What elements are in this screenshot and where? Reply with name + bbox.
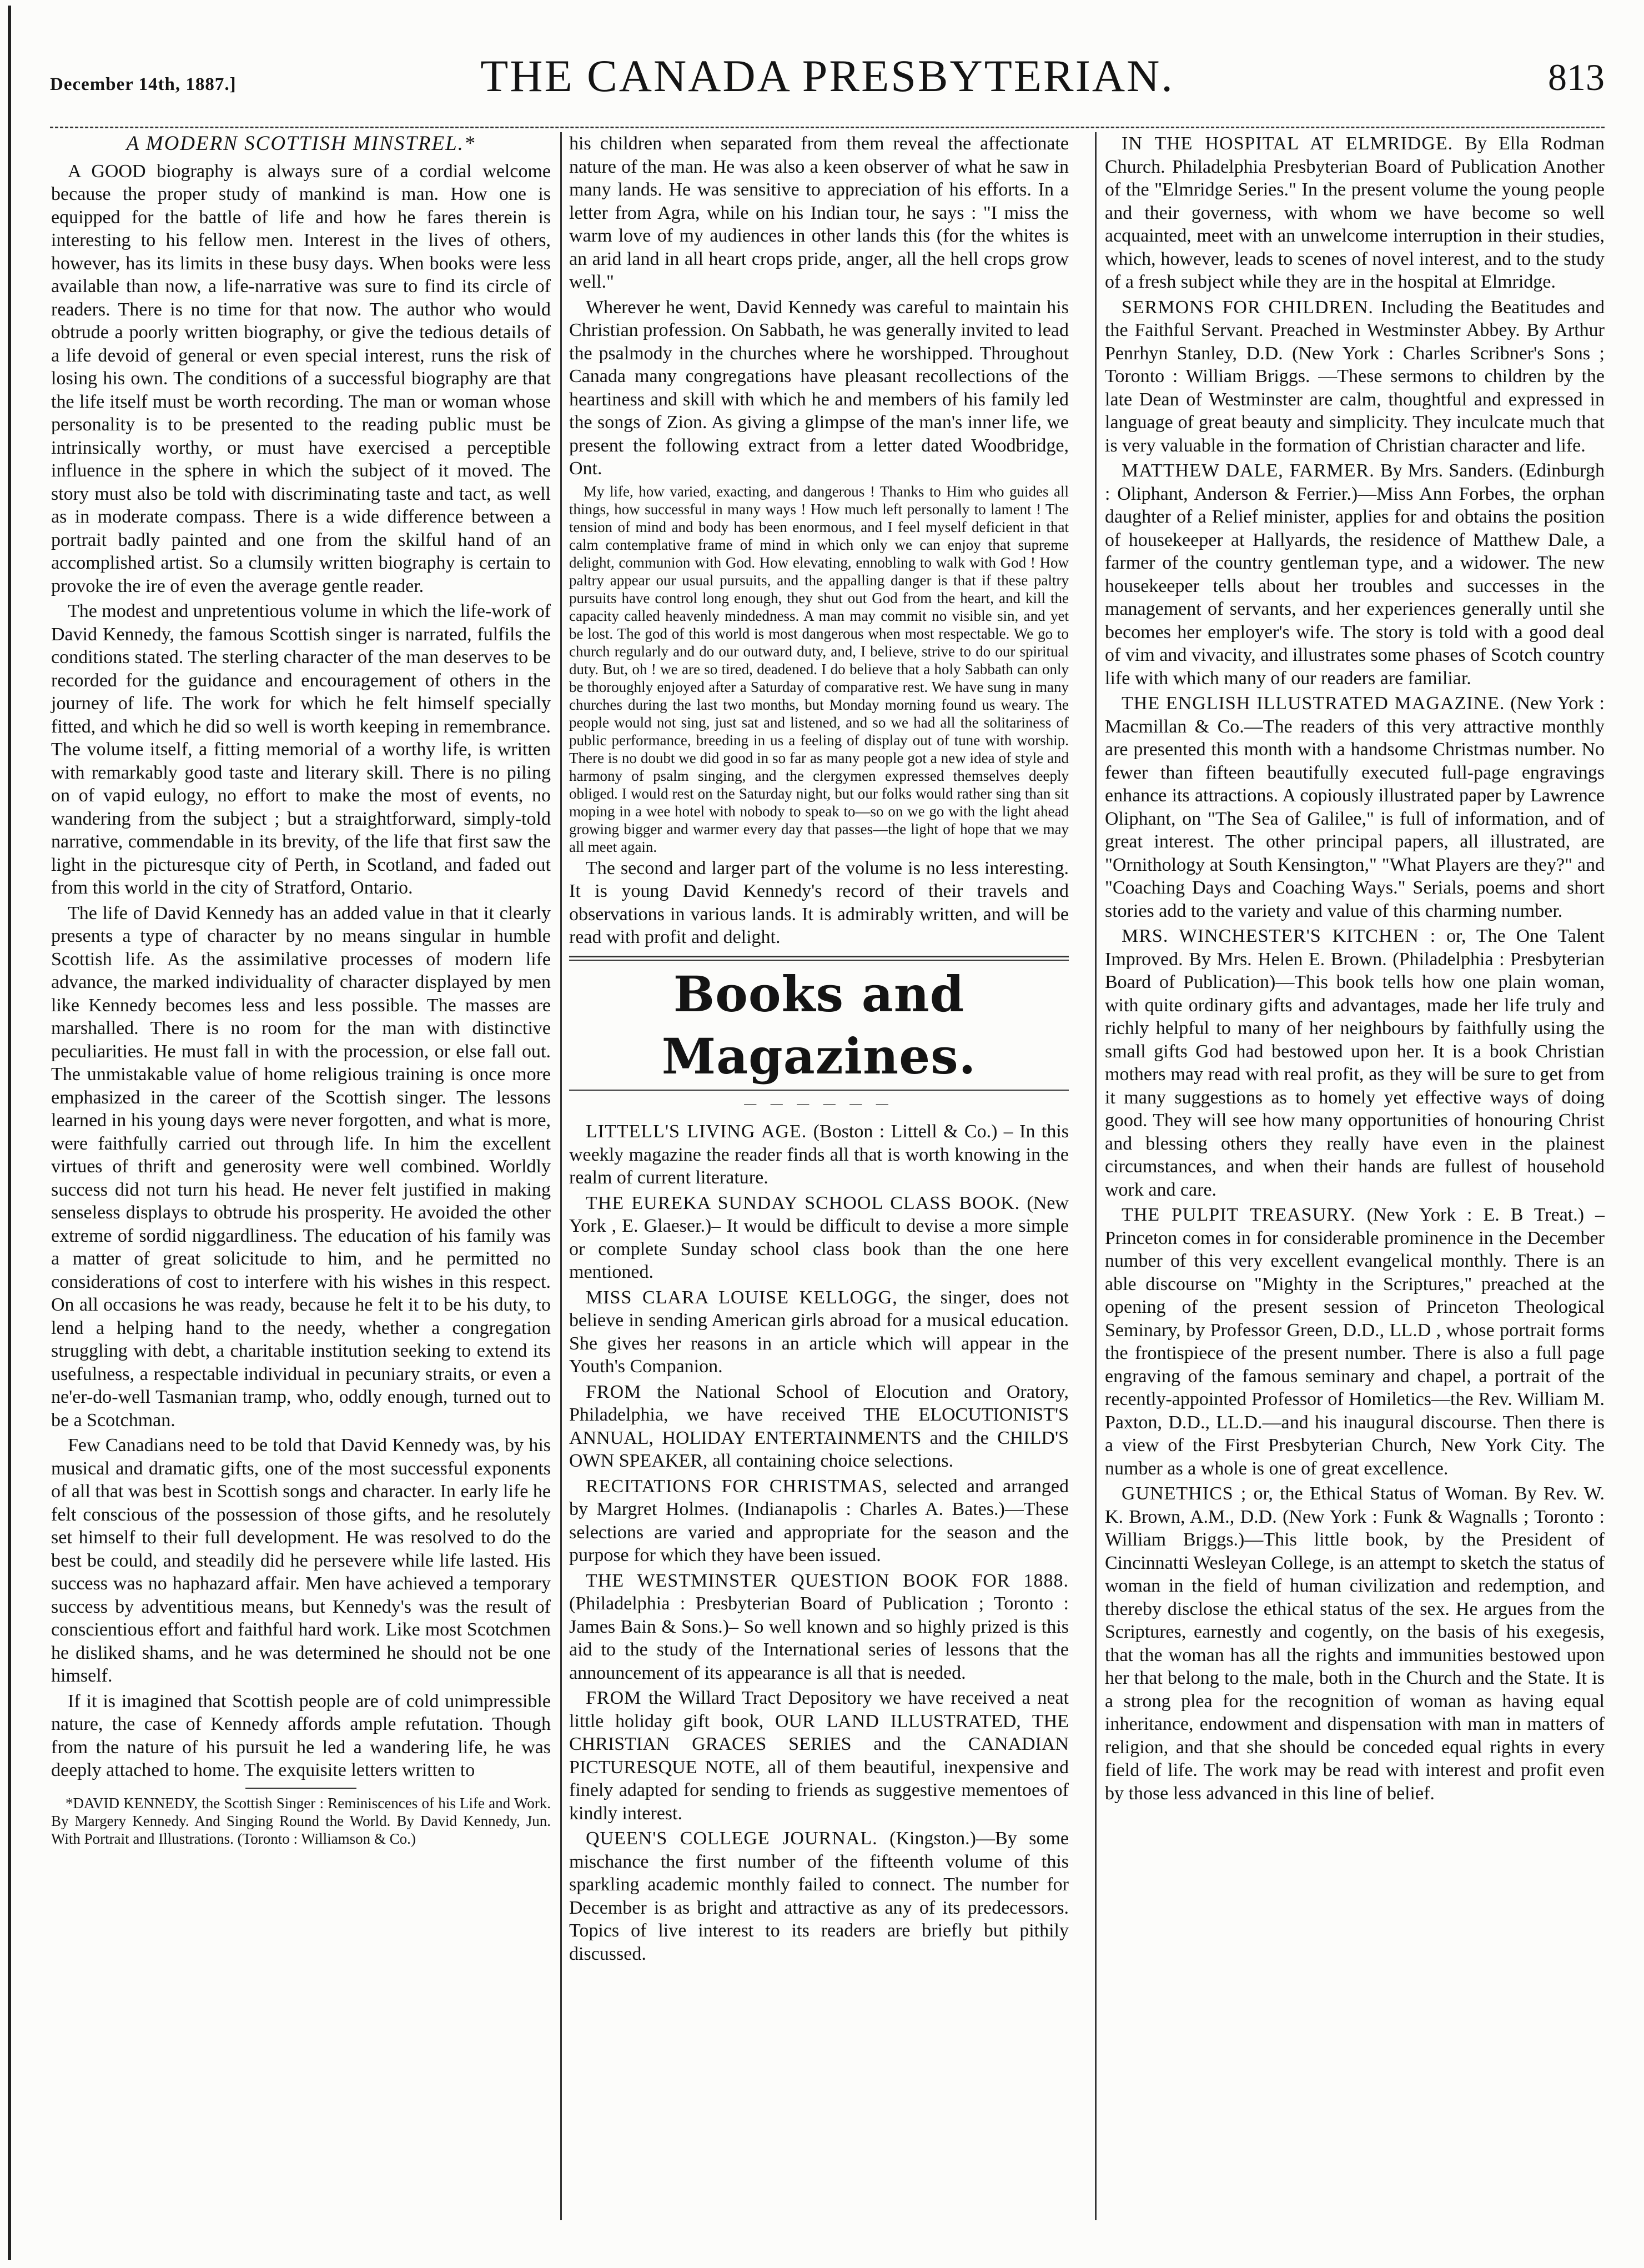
newspaper-title: THE CANADA PRESBYTERIAN.: [480, 51, 1174, 101]
column-2: [569, 132, 1069, 1968]
review-lead: GUNETHICS ;: [1122, 1483, 1247, 1504]
review-entry: [569, 1381, 1069, 1473]
review-entry: [1105, 296, 1605, 458]
article-title: A MODERN SCOTTISH MINSTREL.*: [126, 132, 476, 155]
review-text: (Philadelphia : Presbyterian Board of Publication ; Toronto : James Bain & Sons.)– So well known and so highly prized is this aid to the study of the International series of lessons that the announcement of its appearance is all that is needed.: [569, 1593, 1069, 1683]
page-header: [50, 39, 1605, 122]
review-entry: [569, 1120, 1069, 1190]
review-entry: [1105, 459, 1605, 690]
article-paragraph: Wherever he went, David Kennedy was careful to maintain his Christian profession. On Sabbath, he was generally invited to lead the psalmody in the churches where he worshipped. Throughout Canada many congregations have pleasant recollections of the heartiness and skill with which he and members of his family led the songs of Zion. As giving a glimpse of the man's inner life, we present the following extract from a letter dated Woodbridge, Ont.: [569, 297, 1069, 479]
column-1: [51, 132, 551, 1849]
review-lead: RECITATIONS FOR CHRISTMAS,: [586, 1476, 888, 1497]
heading-ornament: — — — — — —: [744, 1096, 894, 1110]
review-text: Including the Beatitudes and the Faithful Servant. Preached in Westminster Abbey. By Arthur Penrhyn Stanley, D.D. (New York : Charles Scribner's Sons ; Toronto : William Briggs. —These sermons to children by the late Dean of Westminster are calm, thoughtful and expressed in language of great beauty and simplicity. They inculcate much that is very valuable in the formation of Christian character and life.: [1105, 297, 1605, 456]
review-lead: MRS. WINCHESTER'S KITCHEN :: [1122, 926, 1436, 946]
letter-quote: [569, 483, 1069, 856]
review-entry: [1105, 132, 1605, 294]
review-lead: THE EUREKA SUNDAY SCHOOL CLASS BOOK.: [586, 1192, 1020, 1213]
review-lead: THE PULPIT TREASURY.: [1122, 1205, 1356, 1225]
header-rule: [50, 127, 1605, 128]
review-text: or, the Ethical Status of Woman. By Rev. W. K. Brown, A.M., D.D. (New York : Funk & Wagnalls ; Toronto : William Briggs.)—This little book, by the President of Cincinnatti Wesleyan College, is an attempt to sketch the status of woman in the field of human civilization and redemption, and thereby disclose the ethical status of the sex. He argues from the Scriptures, earnestly and cogently, on the basis of his exegesis, that the woman has all the rights and immunities bestowed upon her that belong to the male, both in the Church and the State. It is a strong plea for the recognition of woman as having equal inheritance, endowment and dispensation with man in matters of religion, and that she should be conceded equal rights in every field of life. The work may be read with interest and profit even by those less advanced in this line of belief.: [1105, 1483, 1605, 1804]
section-rule: [569, 956, 1069, 957]
review-entry: [569, 1192, 1069, 1284]
review-lead: SERMONS FOR CHILDREN.: [1122, 297, 1374, 318]
footnote: [51, 1794, 551, 1848]
review-entry: [569, 1286, 1069, 1378]
review-lead: FROM: [586, 1688, 642, 1708]
review-entry: [569, 1687, 1069, 1825]
review-lead: IN THE HOSPITAL AT ELMRIDGE.: [1122, 133, 1454, 154]
review-lead: MATTHEW DALE, FARMER.: [1122, 460, 1375, 481]
review-lead: THE WESTMINSTER QUESTION BOOK FOR 1888.: [586, 1570, 1069, 1591]
review-text: (New York : E. B Treat.) – Princeton comes in for considerable prominence in the December number of this very excellent evangelical monthly. There is an able discourse on "Mighty in the Scriptures," preached at the opening of the present session of Princeton Theological Seminary, by Professor Green, D.D., LL.D , whose portrait forms the frontispiece of the present number. There is also a full page engraving of the famous seminary and chapel, a portrait of the recently-appointed Professor of Homiletics—the Rev. William M. Paxton, D.D., LL.D.—and his inaugural discourse. Then there is a view of the First Presbyterian Church, New York City. The number as a whole is one of great excellence.: [1105, 1205, 1605, 1479]
review-lead: FROM: [586, 1381, 642, 1402]
review-lead: THE ENGLISH ILLUSTRATED MAGAZINE.: [1122, 693, 1505, 714]
issue-date: December 14th, 1887.]: [50, 74, 237, 94]
article-paragraph: The modest and unpretentious volume in which the life-work of David Kennedy, the famous Scottish singer is narrated, fulfils the conditions stated. The sterling character of the man deserves to be recorded for the guidance and encouragement of others in the journey of life. The work for which he felt himself specially fitted, and which he did so well is worth keeping in remembrance. The volume itself, a fitting memorial of a worthy life, is written with remarkably good taste and literary skill. There is no piling on of vapid eulogy, no effort to make the most of events, no wandering from the subject ; but a straightforward, simply-told narrative, commendable in its brevity, of the life that first saw the light in the picturesque city of Perth, in Scotland, and faded out from this world in the city of Stratford, Ontario.: [51, 601, 551, 898]
review-entry: [1105, 1203, 1605, 1480]
review-text: the National School of Elocution and Oratory, Philadelphia, we have received THE ELOCUTIONIST'S ANNUAL, HOLIDAY ENTERTAINMENTS and the CHILD'S OWN SPEAKER, all containing choice selections.: [569, 1381, 1069, 1471]
article-paragraph: If it is imagined that Scottish people are of cold unimpressible nature, the case of Kennedy affords ample refutation. Though from the nature of his pursuit he led a wandering life, he was deeply attached to home. The exquisite letters written to: [51, 1690, 551, 1780]
review-text: By Ella Rodman Church. Philadelphia Presbyterian Board of Publication Another of the "Elmridge Series." In the present volume the young people and their governess, with whom we have become so well acquainted, meet with an unwelcome interruption in their studies, which, however, leads to scenes of novel interest, and to the study of a fresh subject while they are in the hospital at Elmridge.: [1105, 133, 1605, 292]
article-paragraph: The life of David Kennedy has an added value in that it clearly presents a type of character by no means singular in humble Scottish life. As the assimilative processes of modern life advance, the marked individuality of character displayed by men like Kennedy becomes less and less possible. The masses are marshalled. There is no room for the man with distinctive peculiarities. He must fall in with the procession, or else fall out. The unmistakable value of home religious training is once more emphasized in the career of the Scottish singer. The lessons learned in his young days were never forgotten, and what is more, were faithfully carried out through life. In him the excellent virtues of thrift and generosity were well combined. Worldly success did not turn his head. He never felt justified in making senseless displays to obtrude his prosperity. He avoided the other extreme of sordid niggardliness. The education of his family was a matter of great solicitude to him, and he permitted no considerations of cost to interfere with his wishes in this respect. On all occasions he was ready, because he felt it to be his duty, to lend a helping hand to the needy, whether a congregation struggling with debt, a charitable institution seeking to extend its usefulness, a respectable individual in pecuniary straits, or even a ne'er-do-well Tasmanian tramp, who, oddly enough, turned out to be a Scotchman.: [51, 902, 551, 1431]
review-text: or, The One Talent Improved. By Mrs. Helen E. Brown. (Philadelphia : Presbyterian Board of Publication)—This book tells how one plain woman, with quite ordinary gifts and advantages, made her life truly and richly helpful to many of her neighbours by faithfully using the small gifts God had bestowed upon her. It is a book Christian mothers may read with real profit, as they will be sure to get from it many suggestions as to homely yet effective ways of doing good. They will see how many opportunities of honouring Christ and blessing others they really have even in the plainest circumstances, and when their hands are fullest of household work and care.: [1105, 926, 1605, 1200]
footnote-rule: [245, 1788, 356, 1789]
review-text: the singer, does not believe in sending American girls abroad for a musical education. She gives her reasons in an article which will appear in the Youth's Companion.: [569, 1287, 1069, 1377]
review-entry: [1105, 1482, 1605, 1805]
review-entry: [569, 1569, 1069, 1685]
quote-text: My life, how varied, exacting, and dangerous ! Thanks to Him who guides all things, how successful in many ways ! How much left personally to lament ! The tension of mind and body has been enormous, and I feel myself deficient in that calm contemplative frame of mind in which only we can enjoy that supreme delight, communion with God. How elevating, ennobling to walk with God ! How paltry appear our usual pursuits, and the appalling danger is that if these paltry pursuits have control long enough, they shut out God from the heart, and kill the capacity called heavenly mindedness. A man may commit no visible sin, and yet be lost. The god of this world is most dangerous when most respectable. We go to church regularly and do our outward duty, and, I believe, strive to do our spiritual duty. But, oh ! we are so tired, deadened. I do believe that a holy Sabbath can only be thoroughly enjoyed after a Saturday of comparative rest. We have sung in many churches during the last two months, but Monday morning found us weary. The people would not sing, just sat and listened, and so we had all the solitariness of public performance, breeding in us a feeling of display out of tune with worship. There is no doubt we did good in so far as many people got a new idea of style and harmony of psalm singing, and the clergymen expressed themselves deeply obliged. I would rest on the Saturday night, but our folks would rather sing than sit moping in a wee hotel with nobody to speak to—so on we go with the light ahead growing bigger and warmer every day that passes—the light of hope that we may all meet again.: [569, 483, 1069, 855]
review-text: (New York , E. Glaeser.)– It would be difficult to devise a more simple or complete Sunday school class book than the one here mentioned.: [569, 1192, 1069, 1282]
page-number: 813: [1548, 56, 1605, 98]
review-text: selected and arranged by Margret Holmes. (Indianapolis : Charles A. Bates.)—These selections are varied and appropriate for the season and the purpose for which they have been issued.: [569, 1476, 1069, 1565]
article-paragraph: his children when separated from them reveal the affectionate nature of the man. He was also a keen observer of what he saw in many lands. He was sensitive to appreciation of his efforts. In a letter from Agra, while on his Indian tour, he says : "I miss the warm love of my audiences in other lands this (for the whites is an arid land in all heart crops pride, anger, all the hell crops grow well.": [569, 133, 1069, 292]
article-closing: The second and larger part of the volume is no less interesting. It is young David Kennedy's record of their travels and observations in various lands. It is admirably written, and will be read with profit and delight.: [569, 857, 1069, 947]
review-entry: [1105, 925, 1605, 1201]
column-divider: [1095, 132, 1097, 2220]
review-text: By Mrs. Sanders. (Edinburgh : Oliphant, Anderson & Ferrier.)—Miss Ann Forbes, the orphan daughter of a Relief minister, applies for and obtains the position of housekeeper at Hallyards, the residence of Matthew Dale, a farmer of the country gentleman type, and a widower. The new housekeeper tells about her troubles and successes in the management of servants, and her experiences generally until she becomes her employer's wife. The story is told with a good deal of vim and vivacity, and illustrates some phases of Scotch country life with which many of our readers are familiar.: [1105, 460, 1605, 689]
article-paragraph: Few Canadians need to be told that David Kennedy was, by his musical and dramatic gifts, one of the most successful exponents of all that was best in Scottish songs and character. In early life he felt conscious of the possession of those gifts, and he resolutely set himself to their full development. He was resolved to do the best be could, and steadily did he persevere while life lasted. His success was no haphazard affair. Men have achieved a temporary success by adventitious means, but Kennedy's was the result of conscientious effort and faithful hard work. Like most Scotchmen he disliked shams, and he was determined he should not be one himself.: [51, 1435, 551, 1686]
column-3: [1105, 132, 1605, 1807]
review-entry: [1105, 692, 1605, 922]
article-paragraph: A GOOD biography is always sure of a cordial welcome because the proper study of mankind is man. How one is equipped for the battle of life and how he fares therein is interesting to his fellow men. Interest in the lives of others, however, has its limits in these busy days. When books were less available than now, a life-narrative was sure to find its circle of readers. There is no time for that now. The author who would obtrude a poorly written biography, or give the tedious details of a life devoid of general or even special interest, runs the risk of losing his own. The conditions of a successful biography are that the life itself must be worth recording. The man or woman whose personality is to be presented to the reading public must be intrinsically worthy, or must have exercised a perceptible influence in the sphere in which the subject of it moved. The story must also be told with discriminating taste and tact, as well as in moderate compass. There is a wide difference between a portrait badly painted and one from the skilful hand of an accomplished artist. So a clumsily written biography is certain to provoke the ire of even the average gentle reader.: [51, 160, 551, 596]
review-text: (Kingston.)—By some mischance the first number of the fifteenth volume of this sparkling academic monthly failed to connect. The number for December is as bright and attractive as any of its predecessors. Topics of live interest to its readers are briefly but pithily discussed.: [569, 1828, 1069, 1964]
review-entry: [569, 1827, 1069, 1965]
review-text: the Willard Tract Depository we have received a neat little holiday gift book, OUR LAND ILLUSTRATED, THE CHRISTIAN GRACES SERIES and the CANADIAN PICTURESQUE NOTE, all of them beautiful, inexpensive and finely adapted for sending to friends as suggestive mementoes of kindly interest.: [569, 1688, 1069, 1824]
page-edge-shadow: [8, 6, 11, 2260]
review-entry: [569, 1475, 1069, 1567]
review-text: (New York : Macmillan & Co.—The readers of this very attractive monthly are presented this month with a handsome Christmas number. No fewer than fifteen beautifully executed full-page engravings enhance its attractions. A copiously illustrated paper by Lawrence Oliphant, on "The Sea of Galilee," is full of information, and of great interest. The other principal papers, all illustrated, are "Ornithology at South Kensington," "What Players are they?" and "Coaching Days and Coaching Ways." Serials, poems and short stories add to the variety and value of this charming number.: [1105, 693, 1605, 921]
footnote-text: *DAVID KENNEDY, the Scottish Singer : Reminiscences of his Life and Work. By Margery Kennedy. And Singing Round the World. By David Kennedy, Jun. With Portrait and Illustrations. (Toronto : Williamson & Co.): [51, 1794, 551, 1847]
section-heading: Books and Magazines.: [569, 960, 1069, 1091]
review-text: (Boston : Littell & Co.) – In this weekly magazine the reader finds all that is worth knowing in the realm of current literature.: [569, 1121, 1069, 1188]
review-lead: QUEEN'S COLLEGE JOURNAL.: [586, 1828, 878, 1849]
review-lead: MISS CLARA LOUISE KELLOGG,: [586, 1287, 898, 1308]
review-lead: LITTELL'S LIVING AGE.: [586, 1121, 807, 1142]
column-divider: [560, 132, 562, 2220]
